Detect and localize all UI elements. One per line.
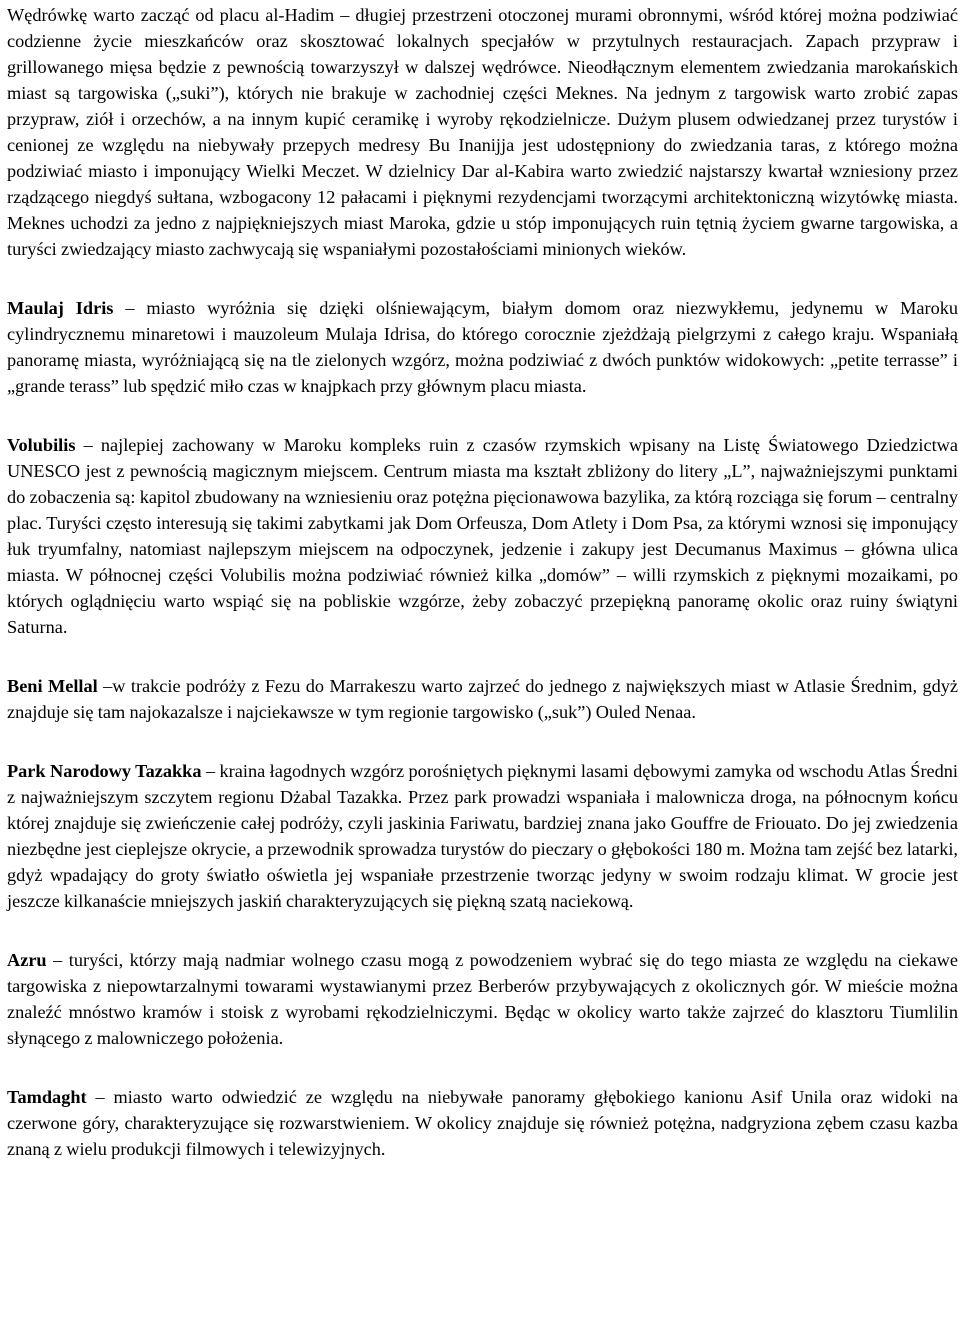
paragraph-meknes (7, 2, 958, 262)
paragraph-text: – miasto warto odwiedzić ze względu na niebywałe panoramy głębokiego kanionu Asif Unila oraz widoki na czerwone góry, charakteryzujące się rozwarstwieniem. W okolicy znajduje się również potężna, nadgryziona zębem czasu kazba znaną z wielu produkcji filmowych i telewizyjnych. (7, 1087, 958, 1159)
paragraph-text: – miasto wyróżnia się dzięki olśniewającym, białym domom oraz niezwykłemu, jedynemu w Maroku cylindrycznemu minaretowi i mauzoleum Mulaja Idrisa, do którego corocznie zjeżdżają pielgrzymi z całego kraju. Wspaniałą panoramę miasta, wyróżniającą się na tle zielonych wzgórz, można podziwiać z dwóch punktów widokowych: „petite terrasse” i „grande terass” lub spędzić miło czas w knajpkach przy głównym placu miasta. (7, 298, 959, 396)
paragraph-tamdaght (7, 1084, 958, 1162)
paragraph-heading: Park Narodowy Tazakka (7, 761, 202, 781)
paragraph-heading: Tamdaght (7, 1087, 87, 1107)
paragraph-heading: Volubilis (7, 435, 76, 455)
paragraph-beni-mellal (7, 673, 958, 725)
paragraph-heading: Azru (7, 950, 47, 970)
paragraph-heading: Maulaj Idris (7, 298, 114, 318)
paragraph-heading: Beni Mellal (7, 676, 98, 696)
paragraph-maulaj-idris (7, 295, 958, 399)
paragraph-azru (7, 947, 958, 1051)
paragraph-park-tazakka (7, 758, 958, 914)
paragraph-text: – turyści, którzy mają nadmiar wolnego czasu mogą z powodzeniem wybrać się do tego miasta ze względu na ciekawe targowiska z niepowtarzalnymi towarami wystawianymi przez Berberów przybywających z okolicznych gór. W mieście można znaleźć mnóstwo kramów i stoisk z wyrobami rękodzielniczymi. Będąc w okolicy warto także zajrzeć do klasztoru Tiumlilin słynącego z malowniczego położenia. (7, 950, 958, 1048)
paragraph-text: Wędrówkę warto zacząć od placu al-Hadim – długiej przestrzeni otoczonej murami obronnymi, wśród której można podziwiać codzienne życie mieszkańców oraz skosztować lokalnych specjałów w przytulnych restauracjach. Zapach przypraw i grillowanego mięsa będzie z pewnością towarzyszył w dalszej wędrówce. Nieodłącznym elementem zwiedzania marokańskich miast są targowiska („suki”), których nie brakuje w zachodniej części Meknes. Na jednym z targowisk warto zrobić zapas przypraw, ziół i orzechów, a na innym kupić ceramikę i wyroby rękodzielnicze. Dużym plusem odwiedzanej przez turystów i cenionej ze względu na niebywały przepych medresy Bu Inanijja jest udostępniony do zwiedzania taras, z którego można podziwiać miasto i imponujący Wielki Meczet. W dzielnicy Dar al-Kabira warto zwiedzić najstarszy kwartał wzniesiony przez rządzącego niegdyś sułtana, wzbogacony 12 pałacami i pięknymi rezydencjami tworzącymi architektoniczną wizytówkę miasta. Meknes uchodzi za jedno z najpiękniejszych miast Maroka, gdzie u stóp imponujących ruin tętnią życiem gwarne targowiska, a turyści zwiedzający miasto zachwycają się wspaniałymi pozostałościami minionych wieków. (7, 5, 958, 259)
paragraph-volubilis (7, 432, 958, 640)
document-page (0, 2, 960, 1162)
paragraph-text: – kraina łagodnych wzgórz porośniętych pięknymi lasami dębowymi zamyka od wschodu Atlas Średni z najważniejszym szczytem regionu Dżabal Tazakka. Przez park prowadzi wspaniała i malownicza droga, na północnym końcu której znajduje się zwieńczenie całej podróży, czyli jaskinia Fariwatu, bardziej znana jako Gouffre de Friouato. Do jej zwiedzenia niezbędne jest cieplejsze okrycie, a przewodnik sprowadza turystów do pieczary o głębokości 180 m. Można tam zejść bez latarki, gdyż wpadający do groty światło oświetla jej wspaniałe przestrzenie tworząc jedyny w swoim rodzaju klimat. W grocie jest jeszcze kilkanaście mniejszych jaskiń charakteryzujących się piękną szatą naciekową. (7, 761, 959, 911)
paragraph-text: –w trakcie podróży z Fezu do Marrakeszu warto zajrzeć do jednego z największych miast w Atlasie Średnim, gdyż znajduje się tam najokazalsze i najciekawsze w tym regionie targowisko („suk”) Ouled Nenaa. (7, 676, 958, 722)
paragraph-text: – najlepiej zachowany w Maroku kompleks ruin z czasów rzymskich wpisany na Listę Światowego Dziedzictwa UNESCO jest z pewnością magicznym miejscem. Centrum miasta ma kształt zbliżony do litery „L”, najważniejszymi punktami do zobaczenia są: kapitol zbudowany na wzniesieniu oraz potężna pięcionawowa bazylika, za którą rozciąga się forum – centralny plac. Turyści często interesują się takimi zabytkami jak Dom Orfeusza, Dom Atlety i Dom Psa, za którymi wznosi się imponujący łuk tryumfalny, natomiast najlepszym miejscem na odpoczynek, jedzenie i zakupy jest Decumanus Maximus – główna ulica miasta. W północnej części Volubilis można podziwiać również kilka „domów” – willi rzymskich z pięknymi mozaikami, po których oglądnięciu warto wspiąć się na pobliskie wzgórze, żeby zobaczyć przepiękną panoramę okolic oraz ruiny świątyni Saturna. (7, 435, 958, 637)
